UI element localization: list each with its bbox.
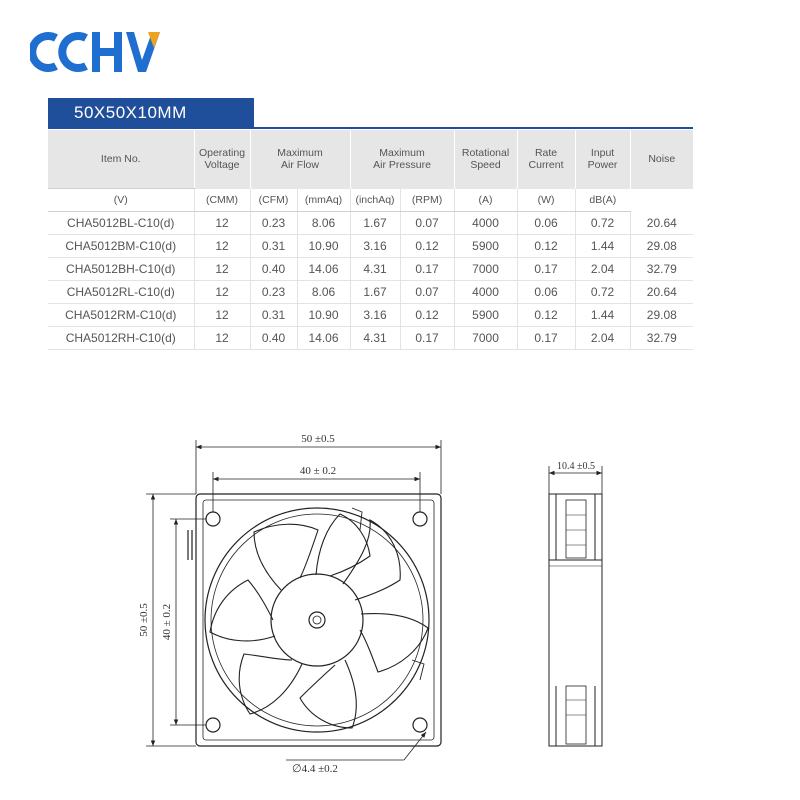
table-cell: 29.08 xyxy=(630,235,693,258)
model-size-banner: 50X50X10MM xyxy=(48,98,254,128)
header-rate-current: Rate Current xyxy=(517,130,575,189)
table-cell: 1.67 xyxy=(350,212,400,235)
table-cell: 0.12 xyxy=(400,235,454,258)
table-cell: 0.12 xyxy=(400,304,454,327)
table-cell: 0.17 xyxy=(400,327,454,350)
table-cell: 0.40 xyxy=(250,327,297,350)
table-cell: 0.31 xyxy=(250,304,297,327)
table-cell: 14.06 xyxy=(297,327,350,350)
table-cell: 0.17 xyxy=(400,258,454,281)
table-cell: 12 xyxy=(194,281,250,304)
table-cell: 0.07 xyxy=(400,281,454,304)
header-item-no: Item No. xyxy=(48,130,194,189)
thickness-label: 10.4 ±0.5 xyxy=(557,461,595,472)
table-cell: 32.79 xyxy=(630,258,693,281)
table-cell: 1.44 xyxy=(575,304,630,327)
table-cell: 0.17 xyxy=(517,327,575,350)
table-cell: 14.06 xyxy=(297,258,350,281)
table-cell: 0.17 xyxy=(517,258,575,281)
table-cell: 0.23 xyxy=(250,212,297,235)
item-no-cell: CHA5012RH-C10(d) xyxy=(48,327,194,350)
table-cell: 0.31 xyxy=(250,235,297,258)
table-cell: 29.08 xyxy=(630,304,693,327)
table-cell: 4.31 xyxy=(350,258,400,281)
header-max-air-flow: Maximum Air Flow xyxy=(250,130,350,189)
header-operating-voltage: Operating Voltage xyxy=(194,130,250,189)
item-no-cell: CHA5012RM-C10(d) xyxy=(48,304,194,327)
table-cell: 7000 xyxy=(454,258,517,281)
table-cell: 5900 xyxy=(454,235,517,258)
table-cell: 1.44 xyxy=(575,235,630,258)
table-cell: 4000 xyxy=(454,212,517,235)
table-cell: 12 xyxy=(194,235,250,258)
table-cell: 3.16 xyxy=(350,304,400,327)
table-cell: 0.40 xyxy=(250,258,297,281)
table-cell: 0.72 xyxy=(575,281,630,304)
table-cell: 5900 xyxy=(454,304,517,327)
table-cell: 3.16 xyxy=(350,235,400,258)
table-cell: 32.79 xyxy=(630,327,693,350)
table-cell: 12 xyxy=(194,212,250,235)
table-cell: 0.72 xyxy=(575,212,630,235)
item-no-cell: CHA5012BM-C10(d) xyxy=(48,235,194,258)
outer-height-label: 50 ±0.5 xyxy=(138,603,150,637)
table-cell: 2.04 xyxy=(575,327,630,350)
table-cell: 0.07 xyxy=(400,212,454,235)
table-cell: 20.64 xyxy=(630,281,693,304)
unit-cell: (W) xyxy=(517,189,575,212)
fan-front-view xyxy=(188,494,441,746)
outer-width-label: 50 ±0.5 xyxy=(301,433,335,445)
item-no-cell: CHA5012RL-C10(d) xyxy=(48,281,194,304)
item-no-cell: CHA5012BL-C10(d) xyxy=(48,212,194,235)
table-cell: 2.04 xyxy=(575,258,630,281)
item-no-cell: CHA5012BH-C10(d) xyxy=(48,258,194,281)
table-cell: 8.06 xyxy=(297,212,350,235)
table-cell: 0.12 xyxy=(517,304,575,327)
table-cell: 20.64 xyxy=(630,212,693,235)
table-cell: 12 xyxy=(194,304,250,327)
unit-cell: (RPM) xyxy=(400,189,454,212)
fan-side-view xyxy=(549,494,602,746)
table-cell: 4.31 xyxy=(350,327,400,350)
unit-cell: dB(A) xyxy=(575,189,630,212)
hole-diameter-label: ∅4.4 ±0.2 xyxy=(292,763,338,775)
table-cell: 10.90 xyxy=(297,304,350,327)
table-cell: 1.67 xyxy=(350,281,400,304)
unit-cell: (CMM) xyxy=(194,189,250,212)
table-cell: 0.06 xyxy=(517,212,575,235)
table-cell: 10.90 xyxy=(297,235,350,258)
table-cell: 7000 xyxy=(454,327,517,350)
table-cell: 0.23 xyxy=(250,281,297,304)
header-noise: Noise xyxy=(630,130,693,189)
table-cell: 12 xyxy=(194,258,250,281)
table-cell: 4000 xyxy=(454,281,517,304)
header-input-power: Input Power xyxy=(575,130,630,189)
table-cell: 8.06 xyxy=(297,281,350,304)
unit-cell: (CFM) xyxy=(250,189,297,212)
hole-spacing-v-label: 40 ± 0.2 xyxy=(161,603,173,641)
table-cell: 0.12 xyxy=(517,235,575,258)
dim-hole-spacing-h xyxy=(213,472,420,512)
unit-cell: (inchAq) xyxy=(350,189,400,212)
unit-cell: (mmAq) xyxy=(297,189,350,212)
header-max-air-pressure: Maximum Air Pressure xyxy=(350,130,454,189)
header-rotational-speed: Rotational Speed xyxy=(454,130,517,189)
table-cell: 12 xyxy=(194,327,250,350)
table-cell: 0.06 xyxy=(517,281,575,304)
unit-cell: (A) xyxy=(454,189,517,212)
hole-spacing-h-label: 40 ± 0.2 xyxy=(299,465,337,477)
unit-cell: (V) xyxy=(48,189,194,212)
